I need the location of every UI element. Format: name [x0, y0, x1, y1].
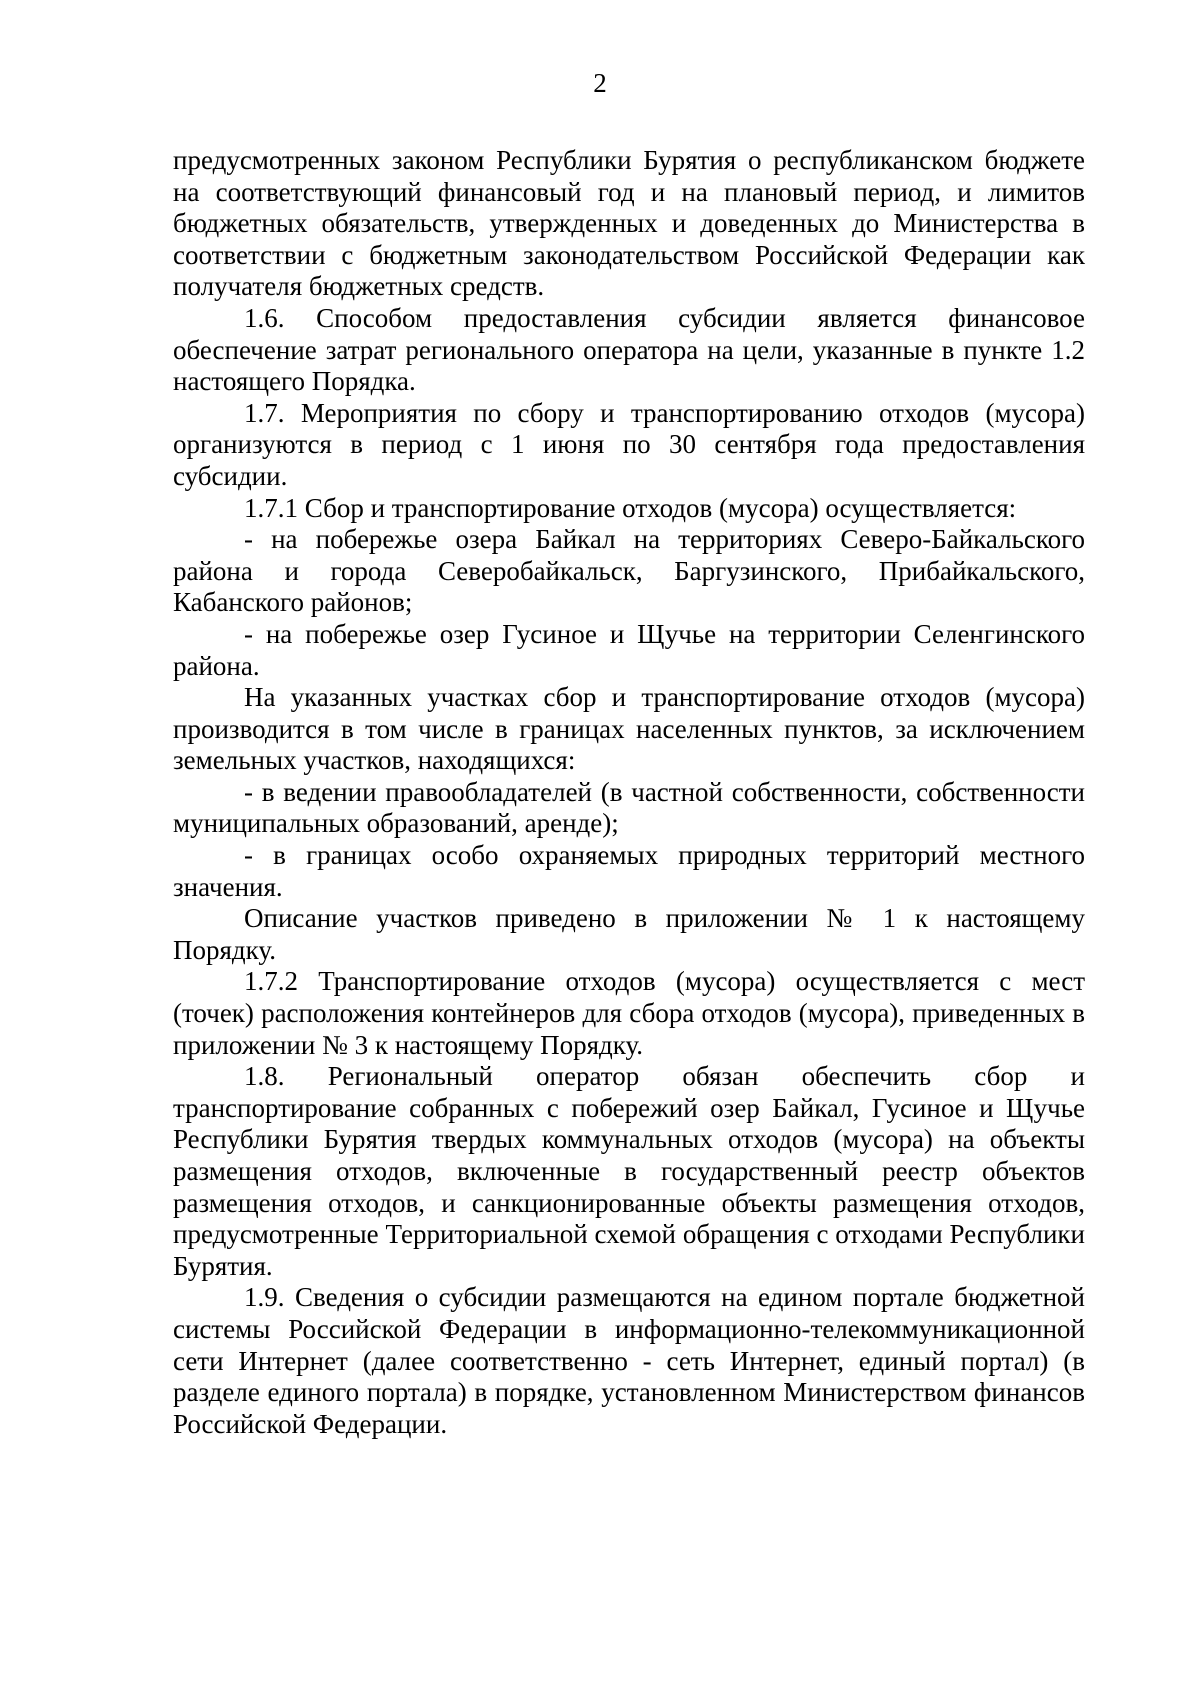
document-body: [173, 145, 1085, 1440]
paragraph-continuation: предусмотренных законом Республики Бурятия о республиканском бюджете на соответствующий финансовый год и на плановый период, и лимитов бюджетных обязательств, утвержденных и доведенных до Министерства в соответствии с бюджетным законодательством Российской Федерации как получателя бюджетных средств.: [173, 145, 1085, 302]
page-number: 2: [593, 68, 607, 98]
paragraph-description: Описание участков приведено в приложении № 1 к настоящему Порядку.: [173, 903, 1085, 965]
paragraph-1-6: 1.6. Способом предоставления субсидии является финансовое обеспечение затрат регионального оператора на цели, указанные в пункте 1.2 настоящего Порядка.: [173, 302, 1085, 397]
paragraph-1-7-1: 1.7.1 Сбор и транспортирование отходов (мусора) осуществляется:: [244, 492, 1017, 523]
paragraph-1-7-2: 1.7.2 Транспортирование отходов (мусора) осуществляется с мест (точек) расположения контейнеров для сбора отходов (мусора), приведенных в приложении № 3 к настоящему Порядку.: [173, 966, 1085, 1060]
paragraph-1-8: 1.8. Региональный оператор обязан обеспечить сбор и транспортирование собранных с побережий озер Байкал, Гусиное и Щучье Республики Бурятия твердых коммунальных отходов (мусора) на объекты размещения отходов, включенные в государственный реестр объектов размещения отходов, и санкционированные объекты размещения отходов, предусмотренные Территориальной схемой обращения с отходами Республики Бурятия.: [173, 1061, 1085, 1281]
paragraph-1-9: 1.9. Сведения о субсидии размещаются на едином портале бюджетной системы Российской Федерации в информационно-телекоммуникационной сети Интернет (далее соответственно - сеть Интернет, единый портал) (в разделе единого портала) в порядке, установленном Министерством финансов Российской Федерации.: [173, 1282, 1085, 1439]
list-item-rights-holders: - в ведении правообладателей (в частной собственности, собственности муниципальных образований, аренде);: [173, 776, 1085, 839]
paragraph-1-7: 1.7. Мероприятия по сбору и транспортированию отходов (мусора) организуются в период с 1 июня по 30 сентября года предоставления субсидии.: [173, 397, 1085, 491]
list-item-protected-areas: - в границах особо охраняемых природных территорий местного значения.: [173, 840, 1085, 902]
paragraph-areas: На указанных участках сбор и транспортирование отходов (мусора) производится в том числе в границах населенных пунктов, за исключением земельных участков, находящихся:: [173, 682, 1085, 776]
list-item-gusinoe-coast: - на побережье озер Гусиное и Щучье на территории Селенгинского района.: [173, 618, 1085, 681]
list-item-baikal-coast: - на побережье озера Байкал на территориях Северо-Байкальского района и города Северобайкальск, Баргузинского, Прибайкальского, Кабанского районов;: [173, 524, 1085, 618]
